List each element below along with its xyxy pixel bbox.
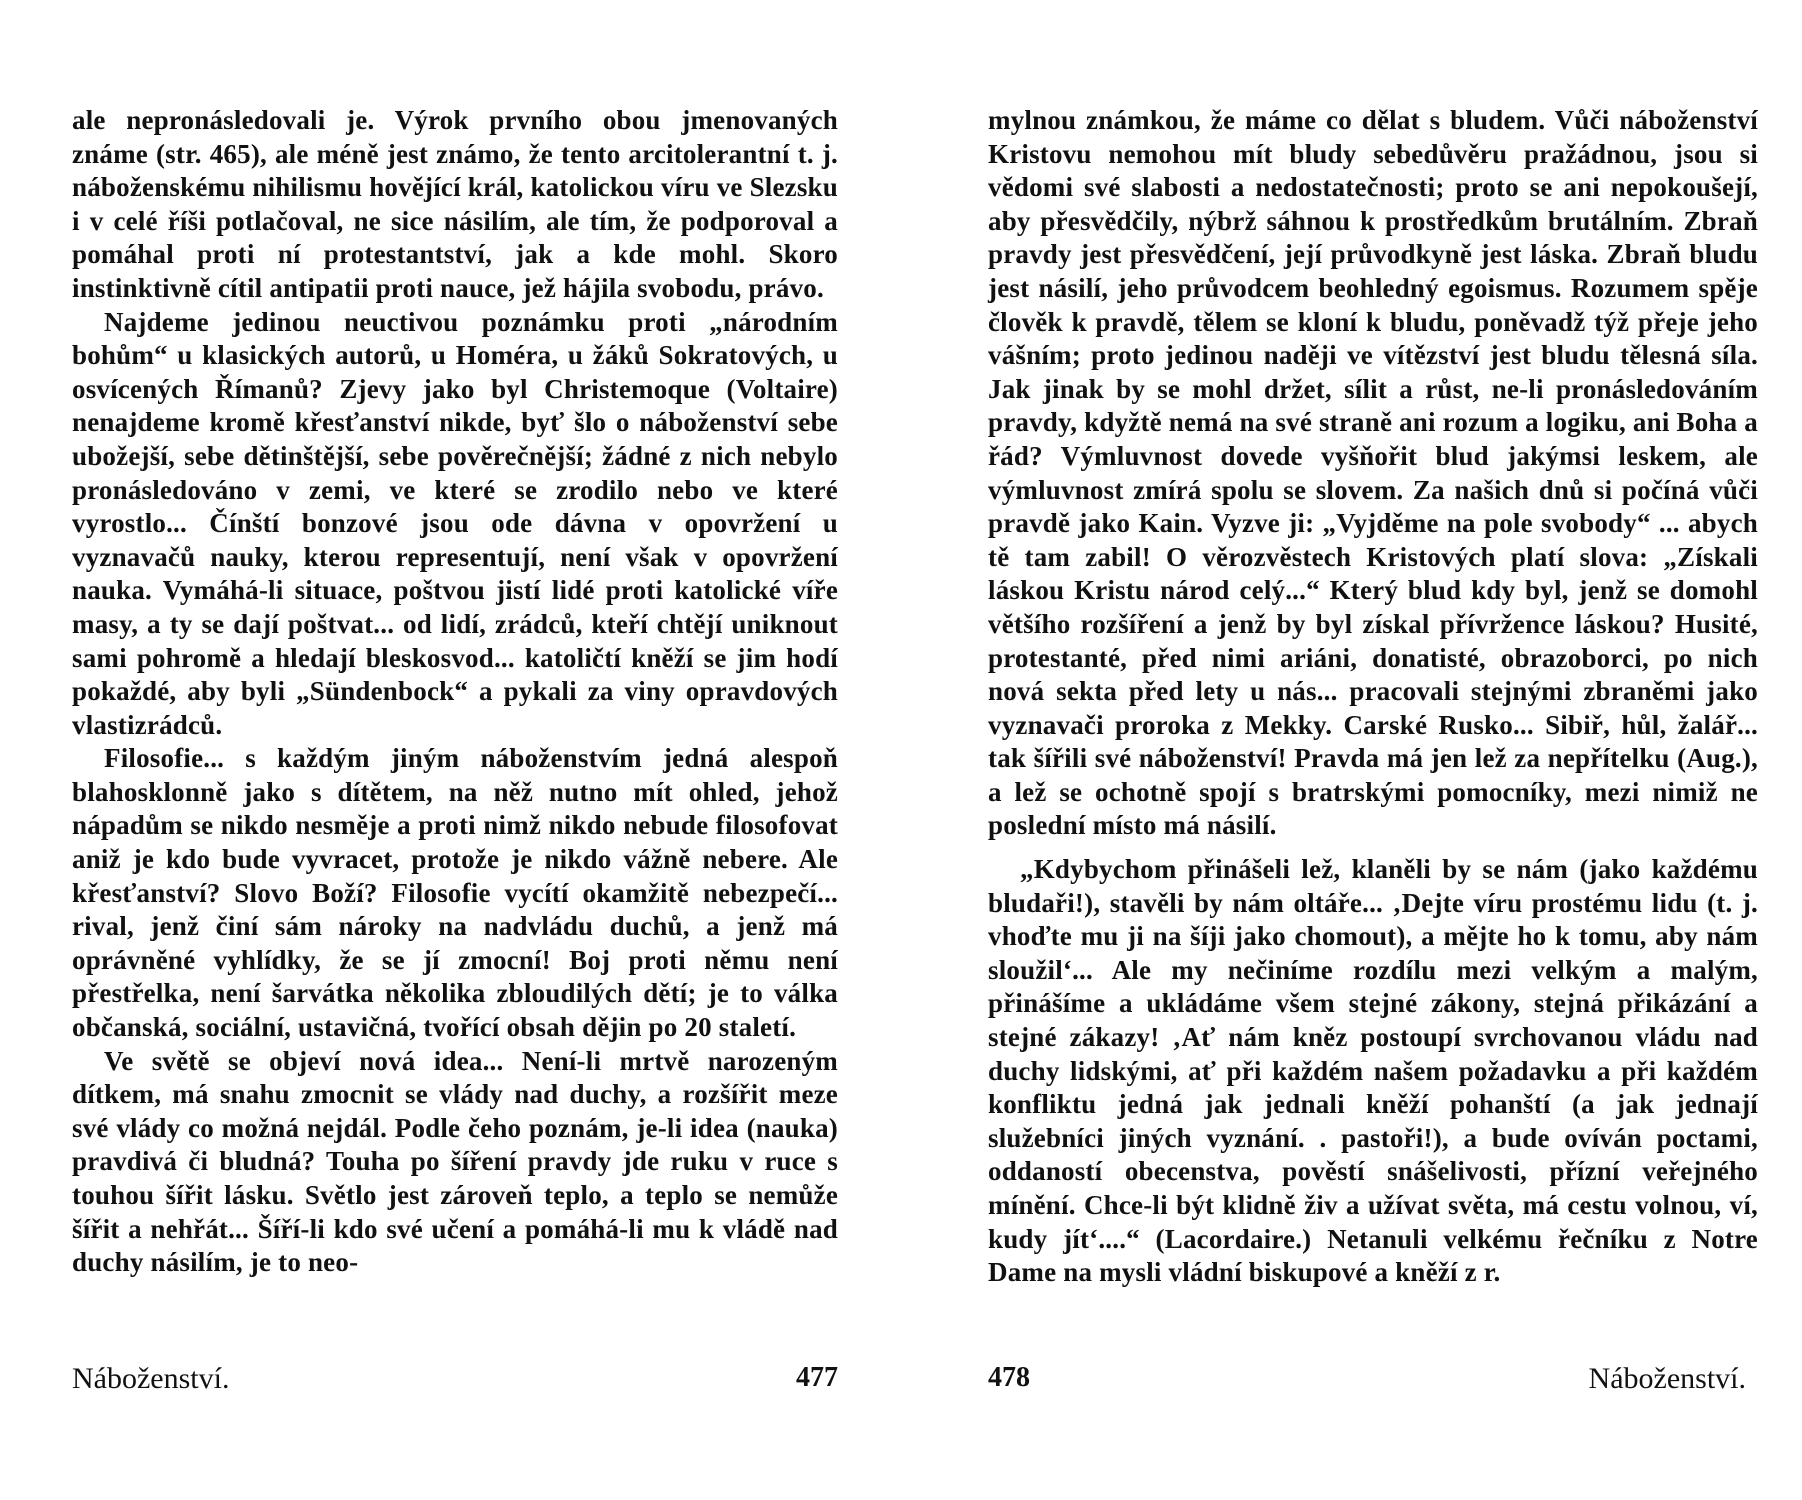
paragraph: mylnou známkou, že máme co dělat s bludem. Vůči náboženství Kristovu nemohou mít bludy sebedůvěru pražádnou, jsou si vědomi své slabosti a nedostatečnosti; proto se ani nepokoušejí, aby přesvědčily, nýbrž sáhnou k prostředkům brutálním. Zbraň pravdy jest přesvědčení, její průvodkyně jest láska. Zbraň bludu jest násilí, jeho průvodcem beohledný egoismus. Rozumem spěje člověk k pravdě, tělem se kloní k bludu, poněvadž týž přeje jeho vášním; proto jedinou naději ve vítězství jest bludu tělesná síla. Jak jinak by se mohl držet, sílit a růst, ne-li pronásledováním pravdy, kdyžtě nemá na své straně ani rozum a logiku, ani Boha a řád? Výmluvnost dovede vyšňořit blud jakýmsi leskem, ale výmluvnost zmírá spolu se slovem. Za našich dnů si počíná vůči pravdě jako Kain. Vyzve ji: „Vyjděme na pole svobody“ ... abych tě tam zabil! O věrozvěstech Kristových platí slova: „Získali láskou Kristu národ celý...“ Který blud kdy byl, jenž se domohl většího rozšíření a jenž by byl získal přívržence láskou? Husité, protestanté, před nimi ariáni, donatisté, obrazoborci, po nich nová sekta před lety u nás... pracovali stejnými zbraněmi jako vyznavači proroka z Mekky. Carské Rusko... Sibiř, hůl, žalář... tak šířili své náboženství! Pravda má jen lež za nepřítelku (Aug.), a lež se ochotně spojí s bratrskými pomocníky, mezi nimiž ne poslední místo má násilí. <box>988 105 1758 841</box>
paragraph: Filosofie... s každým jiným náboženstvím jedná alespoň blahosklonně jako s dítětem, na něž nutno mít ohled, jehož nápadům se nikdo nesměje a proti nimž nikdo nebude filosofovat aniž je kdo bude vyvracet, protože je nikdo vážně nebere. Ale křesťanství? Slovo Boží? Filosofie vycítí okamžitě nebezpečí... rival, jenž činí sám nároky na nadvládu duchů, a jenž má oprávněné vyhlídky, že se jí zmocní! Boj proti němu není přestřelka, není šarvátka několika zbloudilých dětí; je to válka občanská, sociální, ustavičná, tvořící obsah dějin po 20 staletí. <box>72 743 838 1043</box>
paragraph: ale nepronásledovali je. Výrok prvního obou jmenovaných známe (str. 465), ale méně jest známo, že tento arcitolerantní t. j. náboženskému nihilismu hovějící král, katolickou víru ve Slezsku i v celé říši potlačoval, ne sice násilím, ale tím, že podporoval a pomáhal proti ní protestantství, jak a kde mohl. Skoro instinktivně cítil antipatii proti nauce, jež hájila svobodu, právo. <box>72 105 838 303</box>
right-page-footer <box>900 1362 1802 1402</box>
paragraph: Ve světě se objeví nová idea... Není-li mrtvě narozeným dítkem, má snahu zmocnit se vlády nad duchy, a rozšířit meze své vlády co možná nejdál. Podle čeho poznám, je-li idea (nauka) pravdivá či bludná? Touha po šíření pravdy jde ruku v ruce s touhou šířit lásku. Světlo jest zároveň teplo, a teplo se nemůže šířit a nehřát... Šíří-li kdo své učení a pomáhá-li mu k vládě nad duchy násilím, je to neo- <box>72 1045 838 1278</box>
page-number: 478 <box>988 1362 1030 1393</box>
paragraph: Najdeme jedinou neuctivou poznámku proti „národním bohům“ u klasických autorů, u Homéra, u žáků Sokratových, u osvícených Římanů? Zjevy jako byl Christemoque (Voltaire) nenajdeme kromě křesťanství nikde, byť šlo o náboženství sebe ubožejší, sebe dětinštější, sebe pověrečnější; žádné z nich nebylo pronásledováno v zemi, ve které se zrodilo nebo ve které vyrostlo... Čínští bonzové jsou ode dávna v opovržení u vyznavačů nauky, kterou representují, není však v opovržení nauka. Vymáhá-li situace, poštvou jistí lidé proti katolické víře masy, a ty se dají poštvat... od lidí, zrádců, kteří chtějí uniknout sami pohromě a hledají bleskosvod... katoličtí kněží se jim hodí pokaždé, aby byli „Sündenbock“ a pykali za viny opravdových vlastizrádců. <box>72 306 838 740</box>
right-page-text <box>988 104 1758 1290</box>
left-page-text <box>72 104 838 1280</box>
right-page <box>900 0 1802 1500</box>
left-page <box>0 0 900 1500</box>
running-title: Náboženství. <box>72 1362 230 1395</box>
running-title: Náboženství. <box>1588 1362 1746 1395</box>
left-page-footer <box>0 1362 900 1402</box>
paragraph: „Kdybychom přinášeli lež, klaněli by se nám (jako každému bludaři!), stavěli by nám oltáře... ‚Dejte víru prostému lidu (t. j. vhoďte mu ji na šíji jako chomout), a mějte ho k tomu, aby nám sloužil‘... Ale my nečiníme rozdílu mezi velkým a malým, přinášíme a ukládáme všem stejné zákony, stejná přikázání a stejné zákazy! ‚Ať nám kněz postoupí svrchovanou vládu nad duchy lidskými, ať při každém našem požadavku a při každém konfliktu jedná jak jednali kněží pohanští (a jak jednají služebníci jiných vyznání. . pastoři!), a bude ovíván poctami, oddaností obecenstva, pověstí snášelivosti, přízní veřejného mínění. Chce-li být klidně živ a užívat světa, má cestu volnou, ví, kudy jít‘....“ (Lacordaire.) Netanuli velkému řečníku z Notre Dame na mysli vládní biskupové a kněží z r. <box>988 854 1758 1288</box>
page-number: 477 <box>796 1362 838 1393</box>
